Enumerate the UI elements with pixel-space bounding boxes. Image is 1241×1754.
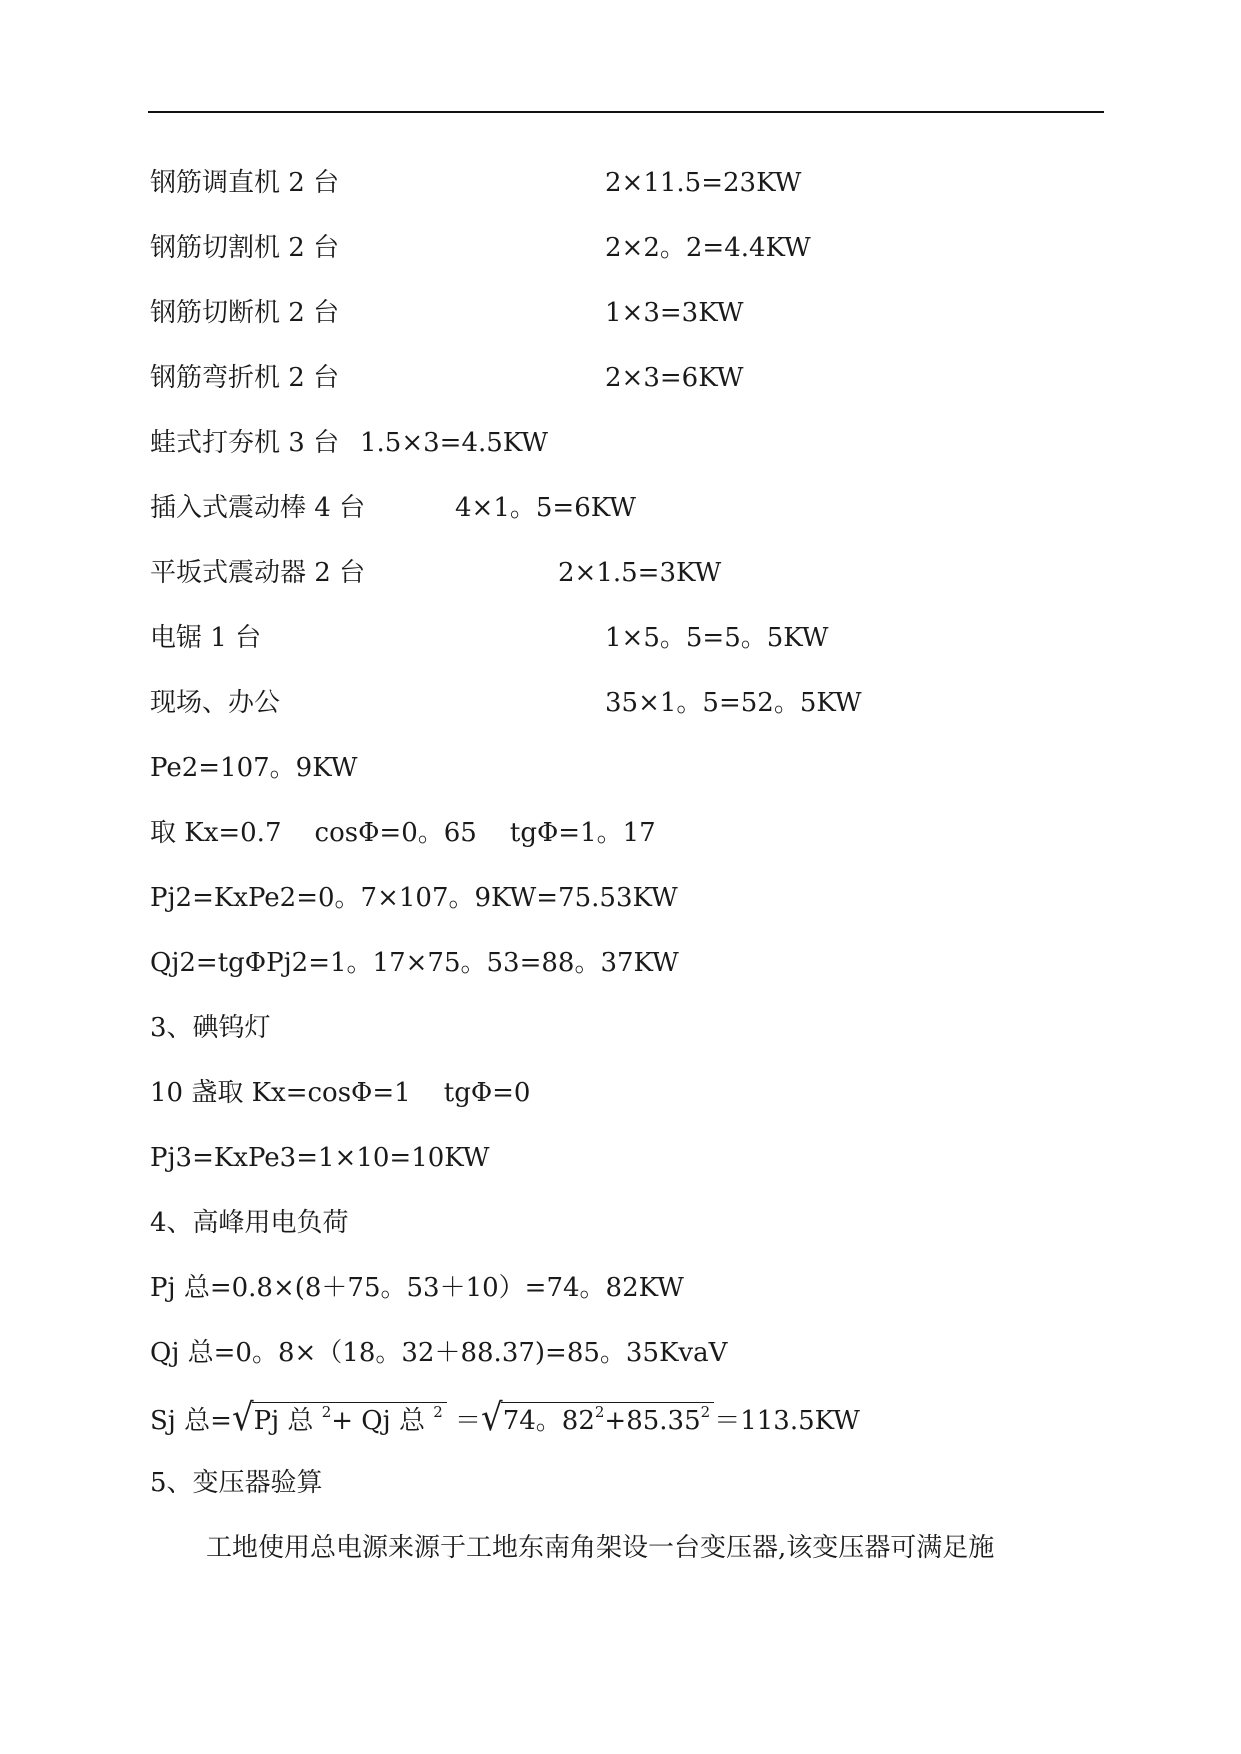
square-root: [481, 1396, 714, 1443]
radicand: [252, 1402, 447, 1439]
square-root: [232, 1396, 447, 1443]
equipment-formula: 1×5。5=5。5KW: [605, 623, 829, 653]
pj3-formula: Pj3=KxPe3=1×10=10KW: [150, 1143, 490, 1173]
equipment-name: 钢筋切割机 2 台: [150, 233, 340, 263]
equipment-formula: 1×3=3KW: [605, 298, 744, 328]
radicand-term: Pj 总: [253, 1406, 322, 1436]
radical-icon: √: [481, 1396, 503, 1440]
sj-total-formula: [150, 1396, 860, 1440]
radicand-term: 74。82: [502, 1406, 595, 1436]
section-heading: 4、高峰用电负荷: [150, 1208, 349, 1238]
equipment-name: 现场、办公: [150, 688, 281, 718]
exponent: 2: [433, 1403, 443, 1422]
equipment-name: 平坂式震动器 2 台: [150, 558, 366, 588]
equipment-formula: 2×2。2=4.4KW: [605, 233, 811, 263]
radicand: [501, 1402, 714, 1439]
sj-result: ＝113.5KW: [714, 1406, 860, 1436]
pe2-total: Pe2=107。9KW: [150, 753, 358, 783]
equipment-formula: 2×3=6KW: [605, 363, 744, 393]
equipment-formula: 1.5×3=4.5KW: [360, 428, 549, 458]
equipment-name: 蛙式打夯机 3 台: [150, 428, 340, 458]
equipment-formula: 2×11.5=23KW: [605, 168, 802, 198]
radical-icon: √: [231, 1396, 254, 1440]
equipment-formula: 2×1.5=3KW: [558, 558, 722, 588]
equipment-name: 钢筋切断机 2 台: [150, 298, 340, 328]
equipment-name: 电锯 1 台: [150, 623, 262, 653]
equipment-formula: 4×1。5=6KW: [455, 493, 636, 523]
qj-total-formula: Qj 总=0。8×（18。32＋88.37)=85。35KvaV: [150, 1338, 728, 1368]
header-rule: [148, 111, 1104, 113]
equipment-name: 钢筋弯折机 2 台: [150, 363, 340, 393]
exponent: 2: [321, 1403, 332, 1422]
exponent: 2: [700, 1403, 711, 1422]
qj2-formula: Qj2=tgΦPj2=1。17×75。53=88。37KW: [150, 948, 679, 978]
section-heading: 3、碘钨灯: [150, 1013, 271, 1043]
coefficients-line: 取 Kx=0.7 cosΦ=0。65 tgΦ=1。17: [150, 818, 656, 848]
coefficients-line: 10 盏取 Kx=cosΦ=1 tgΦ=0: [150, 1078, 531, 1108]
pj2-formula: Pj2=KxPe2=0。7×107。9KW=75.53KW: [150, 883, 678, 913]
radicand-term: +85.35: [604, 1406, 701, 1436]
section-heading: 5、变压器验算: [150, 1468, 323, 1498]
equipment-name: 钢筋调直机 2 台: [150, 168, 340, 198]
equals-sign: ＝: [446, 1406, 482, 1436]
radicand-term: + Qj 总: [331, 1406, 434, 1436]
equipment-name: 插入式震动棒 4 台: [150, 493, 366, 523]
sj-prefix: Sj 总=: [150, 1406, 232, 1436]
equipment-formula: 35×1。5=52。5KW: [605, 688, 862, 718]
exponent: 2: [594, 1403, 605, 1422]
body-paragraph: 工地使用总电源来源于工地东南角架设一台变压器,该变压器可满足施: [206, 1533, 995, 1563]
pj-total-formula: Pj 总=0.8×(8＋75。53＋10）=74。82KW: [150, 1273, 684, 1303]
